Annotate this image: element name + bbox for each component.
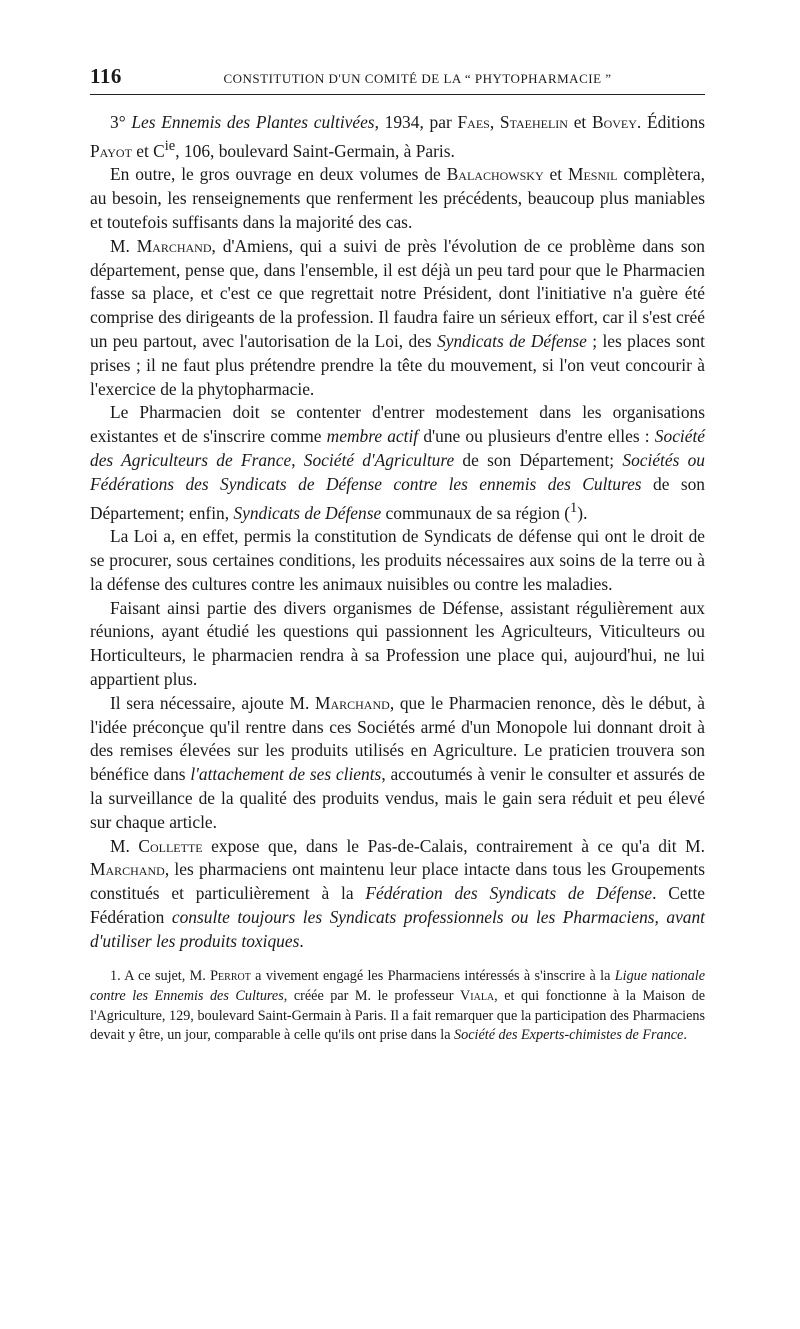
running-header	[90, 64, 705, 95]
superscript-run: 1	[570, 499, 578, 516]
text-run: a vivement engagé les Pharmaciens intéressés à s'inscrire à la	[250, 968, 615, 985]
text-run: M.	[110, 235, 137, 256]
text-run: , les pharmaciens ont maintenu leur place intacte dans tous les Groupements constitués et particulièrement à la	[90, 859, 705, 904]
paragraph	[90, 401, 705, 525]
italic-run: Sociétés ou Fédérations des Syndicats de Défense contre les ennemis des Cultures	[90, 449, 705, 494]
text-run: , d'Amiens, qui a suivi de près l'évolution de ce problème dans son département, pense que, dans l'ensemble, il est déjà un peu tard pour que le Pharmacien fasse sa place, et c'est ce que regrettait notre Président, dont l'initiative n'a guère été comprise des dirigeants de la profession. Il faudra faire un sérieux effort, car il s'est créé un peu partout, avec l'autorisation de la Loi, des	[90, 235, 705, 351]
text-run: , et qui fonctionne à la Maison de l'Agriculture, 129, boulevard Saint-Germain à Paris. Il a fait remarquer que la participation des Pharmaciens devait y être, un jour, comparable à celle qu'ils ont prise dans la	[90, 988, 705, 1044]
text-run: 3°	[110, 112, 132, 132]
small-caps-run: Bovey	[591, 112, 637, 132]
text-run: d'une ou plusieurs d'entre elles :	[418, 426, 655, 447]
paragraph	[90, 692, 705, 835]
text-run: ,	[489, 112, 500, 132]
paragraph	[90, 111, 705, 163]
small-caps-run: Perrot	[210, 968, 251, 985]
text-run: . Cette Fédération	[90, 883, 705, 927]
text-run: expose que, dans le Pas-de-Calais, contrairement à ce qu'a dit M.	[202, 835, 705, 856]
small-caps-run: Balachowsky	[446, 164, 544, 185]
body-text	[90, 111, 705, 953]
footnotes	[90, 967, 705, 1045]
small-caps-run: Faes	[457, 112, 490, 132]
text-run: Il sera nécessaire, ajoute M.	[110, 692, 315, 713]
italic-run: Société des Experts-chimistes de France	[454, 1027, 684, 1044]
paragraph	[90, 235, 705, 402]
text-run: M.	[110, 835, 139, 856]
text-run: et	[543, 164, 569, 185]
small-caps-run: Marchand	[90, 859, 165, 880]
document-page	[90, 64, 705, 1046]
text-run: Le Pharmacien doit se contenter d'entrer modestement dans les organisations existantes et de s'inscrire comme	[90, 402, 705, 447]
text-run: de son Département;	[454, 449, 623, 470]
small-caps-run: Marchand	[315, 692, 390, 713]
text-run: Faisant ainsi partie des divers organismes de Défense, assistant régulièrement aux réunions, ayant étudié les questions qui passionnent les Agriculteurs, Viticulteurs ou Horticulteurs, le pharmacien rendra à sa Profession une place qui, aujourd'hui, ne lui appartient plus.	[90, 597, 705, 689]
italic-run: Société des Agriculteurs de France	[90, 426, 706, 470]
text-run: En outre, le gros ouvrage en deux volumes de	[110, 164, 447, 185]
italic-run: Les Ennemis des Plantes cultivées	[131, 112, 375, 132]
text-run: . Éditions	[636, 112, 705, 132]
italic-run: consulte toujours les Syndicats professionnels ou les Pharmaciens, avant d'utiliser les produits toxiques	[90, 906, 706, 951]
text-run: .	[299, 930, 304, 951]
paragraph	[90, 597, 705, 692]
italic-run: Société d'Agriculture	[303, 449, 455, 470]
text-run: communaux de sa région (	[381, 502, 571, 523]
text-run: La Loi a, en effet, permis la constitution de Syndicats de défense qui ont le droit de se procurer, sous certaines conditions, les produits nécessaires aux soins de la terre ou à la défense des cultures contre les animaux nuisibles ou contre les maladies.	[90, 526, 705, 594]
text-run: .	[683, 1027, 687, 1044]
italic-run: Fédération des Syndicats de Défense	[365, 883, 653, 904]
text-run: , 1934, par	[374, 112, 458, 132]
text-run: ,	[291, 449, 304, 470]
italic-run: l'attachement de ses clients	[190, 764, 382, 785]
text-run: ; les places sont prises ; il ne faut plus prétendre prendre la tête du mouvement, si l'on veut concourir à l'exercice de la phytopharmacie.	[90, 330, 705, 399]
text-run: ).	[577, 502, 588, 523]
small-caps-run: Collette	[138, 835, 203, 856]
text-run: , créée par M. le professeur	[283, 988, 461, 1005]
italic-run: Ligue nationale contre les Ennemis des Cultures	[90, 968, 706, 1005]
text-run: , accoutumés à venir le consulter et assurés de la surveillance de la qualité des produits vendus, mais le gain sera réduit et peu élevé sur chaque article.	[90, 764, 706, 832]
italic-run: membre actif	[326, 426, 419, 447]
italic-run: Syndicats de Défense	[233, 502, 382, 523]
small-caps-run: Payot	[90, 140, 132, 161]
text-run: et	[567, 112, 592, 132]
small-caps-run: Mesnil	[568, 164, 618, 185]
paragraph	[90, 163, 705, 234]
text-run: complètera, au besoin, les renseignements que renferment les précédents, beaucoup plus maniables et toutefois suffisants dans la majorité des cas.	[90, 164, 705, 232]
text-run: , 106, boulevard Saint-Germain, à Paris.	[175, 140, 455, 161]
superscript-run: ie	[164, 137, 176, 154]
small-caps-run: Viala	[460, 988, 495, 1005]
text-run: , que le Pharmacien renonce, dès le début, à l'idée préconçue qu'il rentre dans ces Sociétés armé d'un Monopole lui donnant droit à des remises élevées sur les produits utilisés en Agriculture. Le praticien trouvera son bénéfice dans	[90, 692, 705, 785]
paragraph	[90, 835, 705, 954]
page-number: 116	[90, 64, 122, 88]
text-run: 1. A ce sujet, M.	[110, 968, 211, 985]
text-run: de son Département; enfin,	[90, 473, 705, 523]
text-run: et C	[131, 140, 165, 161]
small-caps-run: Marchand	[136, 235, 212, 256]
small-caps-run: Staehelin	[499, 112, 568, 132]
paragraph	[90, 525, 705, 596]
running-title: CONSTITUTION D'UN COMITÉ DE LA “ PHYTOPHARMACIE ”	[223, 71, 612, 86]
footnote	[90, 967, 705, 1045]
italic-run: Syndicats de Défense	[437, 330, 587, 351]
